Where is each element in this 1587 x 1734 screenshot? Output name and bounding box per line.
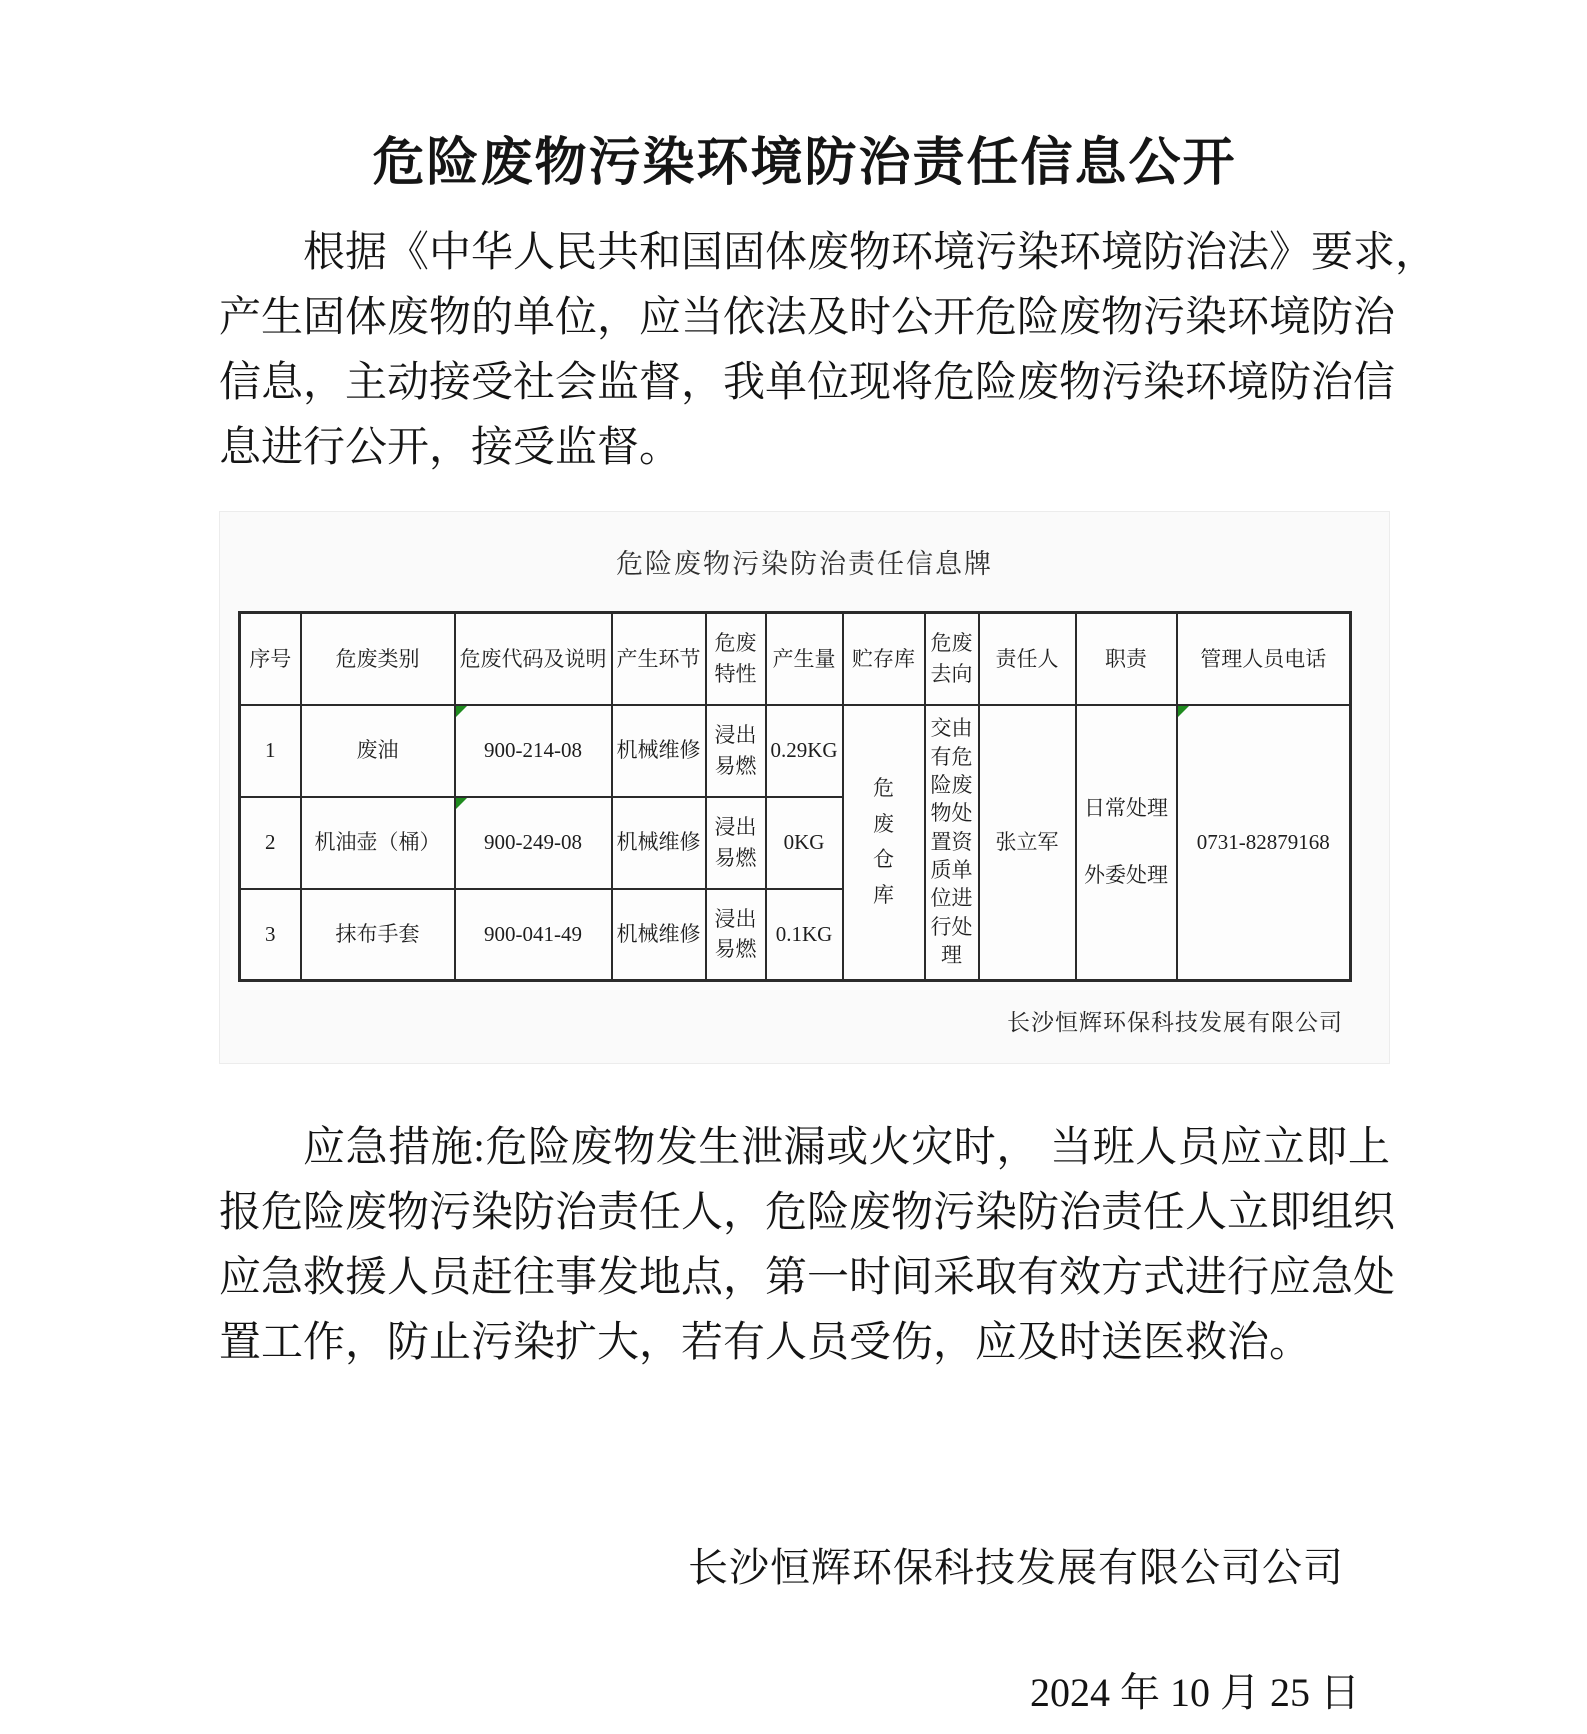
paragraph-line: 报危险废物污染防治责任人，危险废物污染防治责任人立即组织 bbox=[219, 1190, 1396, 1236]
paragraph-line: 应急救援人员赶往事发地点，第一时间采取有效方式进行应急处 bbox=[219, 1255, 1396, 1301]
cell-no: 3 bbox=[240, 889, 301, 981]
column-header-destination-label: 危废去向 bbox=[930, 631, 973, 686]
column-header-property-label: 危废特性 bbox=[714, 631, 757, 686]
cell-amount: 0KG bbox=[766, 797, 843, 889]
column-header-phone: 管理人员电话 bbox=[1177, 613, 1351, 705]
paragraph-line: 信息，主动接受社会监督，我单位现将危险废物污染环境防治信 bbox=[219, 360, 1396, 406]
note-marker-icon bbox=[456, 798, 467, 809]
paragraph-line: 产生固体废物的单位，应当依法及时公开危险废物污染环境防治 bbox=[219, 295, 1396, 341]
emergency-paragraph bbox=[219, 1116, 1396, 1376]
note-marker-icon bbox=[456, 706, 467, 717]
cell-no: 1 bbox=[240, 705, 301, 797]
cell-property bbox=[706, 797, 766, 889]
cell-no: 2 bbox=[240, 797, 301, 889]
cell-storage-value: 危废仓库 bbox=[873, 775, 894, 907]
cell-code bbox=[455, 797, 612, 889]
paragraph-line: 息进行公开，接受监督。 bbox=[219, 425, 682, 471]
intro-paragraph bbox=[219, 221, 1438, 481]
column-header-property bbox=[706, 613, 766, 705]
cell-category: 机油壶（桶） bbox=[301, 797, 455, 889]
cell-code-value: 900-214-08 bbox=[484, 738, 582, 763]
column-header-responsible: 责任人 bbox=[979, 613, 1076, 705]
info-board-panel bbox=[219, 511, 1390, 1064]
column-header-code: 危废代码及说明 bbox=[455, 613, 612, 705]
column-header-amount: 产生量 bbox=[766, 613, 843, 705]
cell-responsible-merged: 张立军 bbox=[979, 705, 1076, 981]
cell-code bbox=[455, 705, 612, 797]
cell-code-value: 900-249-08 bbox=[484, 830, 582, 855]
responsibility-table bbox=[238, 611, 1352, 982]
board-footer-company: 长沙恒辉环保科技发展有限公司 bbox=[1007, 1010, 1343, 1035]
column-header-category: 危废类别 bbox=[301, 613, 455, 705]
signature-company: 长沙恒辉环保科技发展有限公司公司 bbox=[688, 1545, 1344, 1590]
cell-phone-merged bbox=[1177, 705, 1351, 981]
cell-property-value: 浸出易燃 bbox=[714, 723, 757, 778]
note-marker-icon bbox=[1178, 706, 1189, 717]
board-title: 危险废物污染防治责任信息牌 bbox=[616, 549, 993, 579]
paragraph-line: 应急措施:危险废物发生泄漏或火灾时， 当班人员应立即上 bbox=[303, 1125, 1390, 1171]
cell-stage: 机械维修 bbox=[612, 705, 706, 797]
cell-category: 废油 bbox=[301, 705, 455, 797]
cell-property bbox=[706, 889, 766, 981]
cell-stage: 机械维修 bbox=[612, 889, 706, 981]
cell-category: 抹布手套 bbox=[301, 889, 455, 981]
table-header-row bbox=[240, 613, 1351, 705]
duty-line-daily: 日常处理 bbox=[1084, 795, 1168, 820]
cell-destination-merged bbox=[925, 705, 979, 981]
cell-stage: 机械维修 bbox=[612, 797, 706, 889]
cell-amount: 0.29KG bbox=[766, 705, 843, 797]
cell-storage-merged bbox=[843, 705, 925, 981]
column-header-destination bbox=[925, 613, 979, 705]
cell-property-value: 浸出易燃 bbox=[714, 906, 757, 962]
paragraph-line: 置工作，防止污染扩大，若有人员受伤，应及时送医救治。 bbox=[219, 1320, 1312, 1366]
cell-phone-value: 0731-82879168 bbox=[1196, 830, 1330, 855]
cell-duty-merged bbox=[1076, 705, 1177, 981]
cell-amount: 0.1KG bbox=[766, 889, 843, 981]
column-header-duty: 职责 bbox=[1076, 613, 1177, 705]
cell-destination-value: 交由有危险废物处置资质单位进行处理 bbox=[930, 716, 973, 967]
table-row bbox=[240, 705, 1351, 797]
document-page bbox=[219, 0, 1438, 1718]
cell-property-value: 浸出易燃 bbox=[714, 815, 757, 870]
duty-line-outsourced: 外委处理 bbox=[1084, 863, 1168, 888]
column-header-no: 序号 bbox=[240, 613, 301, 705]
page-title: 危险废物污染环境防治责任信息公开 bbox=[372, 135, 1237, 192]
signature-date: 2024 年 10 月 25 日 bbox=[1030, 1670, 1360, 1715]
cell-property bbox=[706, 705, 766, 797]
column-header-stage: 产生环节 bbox=[612, 613, 706, 705]
column-header-storage: 贮存库 bbox=[843, 613, 925, 705]
cell-code: 900-041-49 bbox=[455, 889, 612, 981]
paragraph-line: 根据《中华人民共和国固体废物环境污染环境防治法》要求， bbox=[303, 230, 1438, 276]
